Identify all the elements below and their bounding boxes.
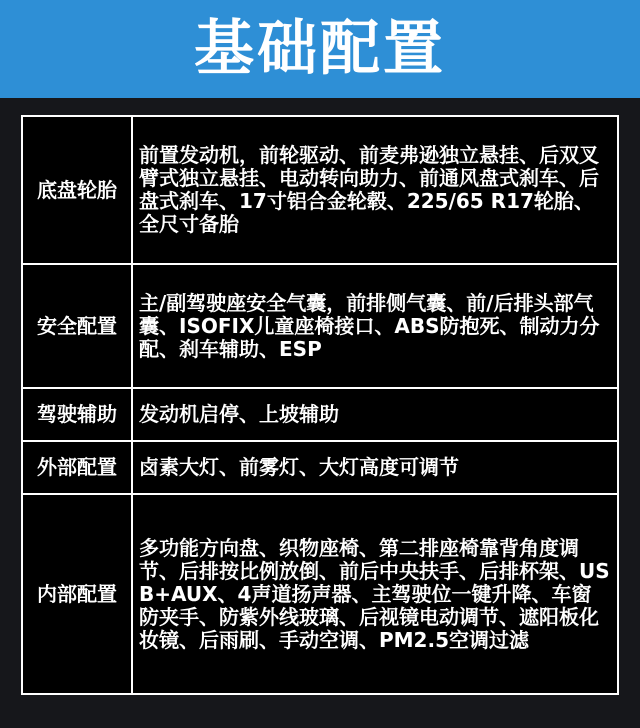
spec-value: 卤素大灯、前雾灯、大灯高度可调节	[132, 441, 618, 494]
spec-row-driving-assist	[22, 388, 618, 441]
spec-table	[21, 115, 619, 695]
spec-row-chassis-tires	[22, 116, 618, 264]
spec-row-exterior	[22, 441, 618, 494]
spec-label: 驾驶辅助	[22, 388, 132, 441]
spec-value: 前置发动机，前轮驱动、前麦弗逊独立悬挂、后双叉臂式独立悬挂、电动转向助力、前通风盘式刹车、后盘式刹车、17寸铝合金轮毂、225/65 R17轮胎、全尺寸备胎	[132, 116, 618, 264]
page-title: 基础配置	[194, 14, 446, 84]
spec-label: 内部配置	[22, 494, 132, 694]
spec-row-interior	[22, 494, 618, 694]
page-header	[0, 0, 640, 98]
spec-panel	[0, 98, 640, 728]
spec-value: 发动机启停、上坡辅助	[132, 388, 618, 441]
spec-value: 多功能方向盘、织物座椅、第二排座椅靠背角度调节、后排按比例放倒、前后中央扶手、后排杯架、USB+AUX、4声道扬声器、主驾驶位一键升降、车窗防夹手、防紫外线玻璃、后视镜电动调节、遮阳板化妆镜、后雨刷、手动空调、PM2.5空调过滤	[132, 494, 618, 694]
spec-label: 底盘轮胎	[22, 116, 132, 264]
spec-value: 主/副驾驶座安全气囊，前排侧气囊、前/后排头部气囊、ISOFIX儿童座椅接口、ABS防抱死、制动力分配、刹车辅助、ESP	[132, 264, 618, 388]
spec-label: 安全配置	[22, 264, 132, 388]
spec-label: 外部配置	[22, 441, 132, 494]
spec-row-safety	[22, 264, 618, 388]
